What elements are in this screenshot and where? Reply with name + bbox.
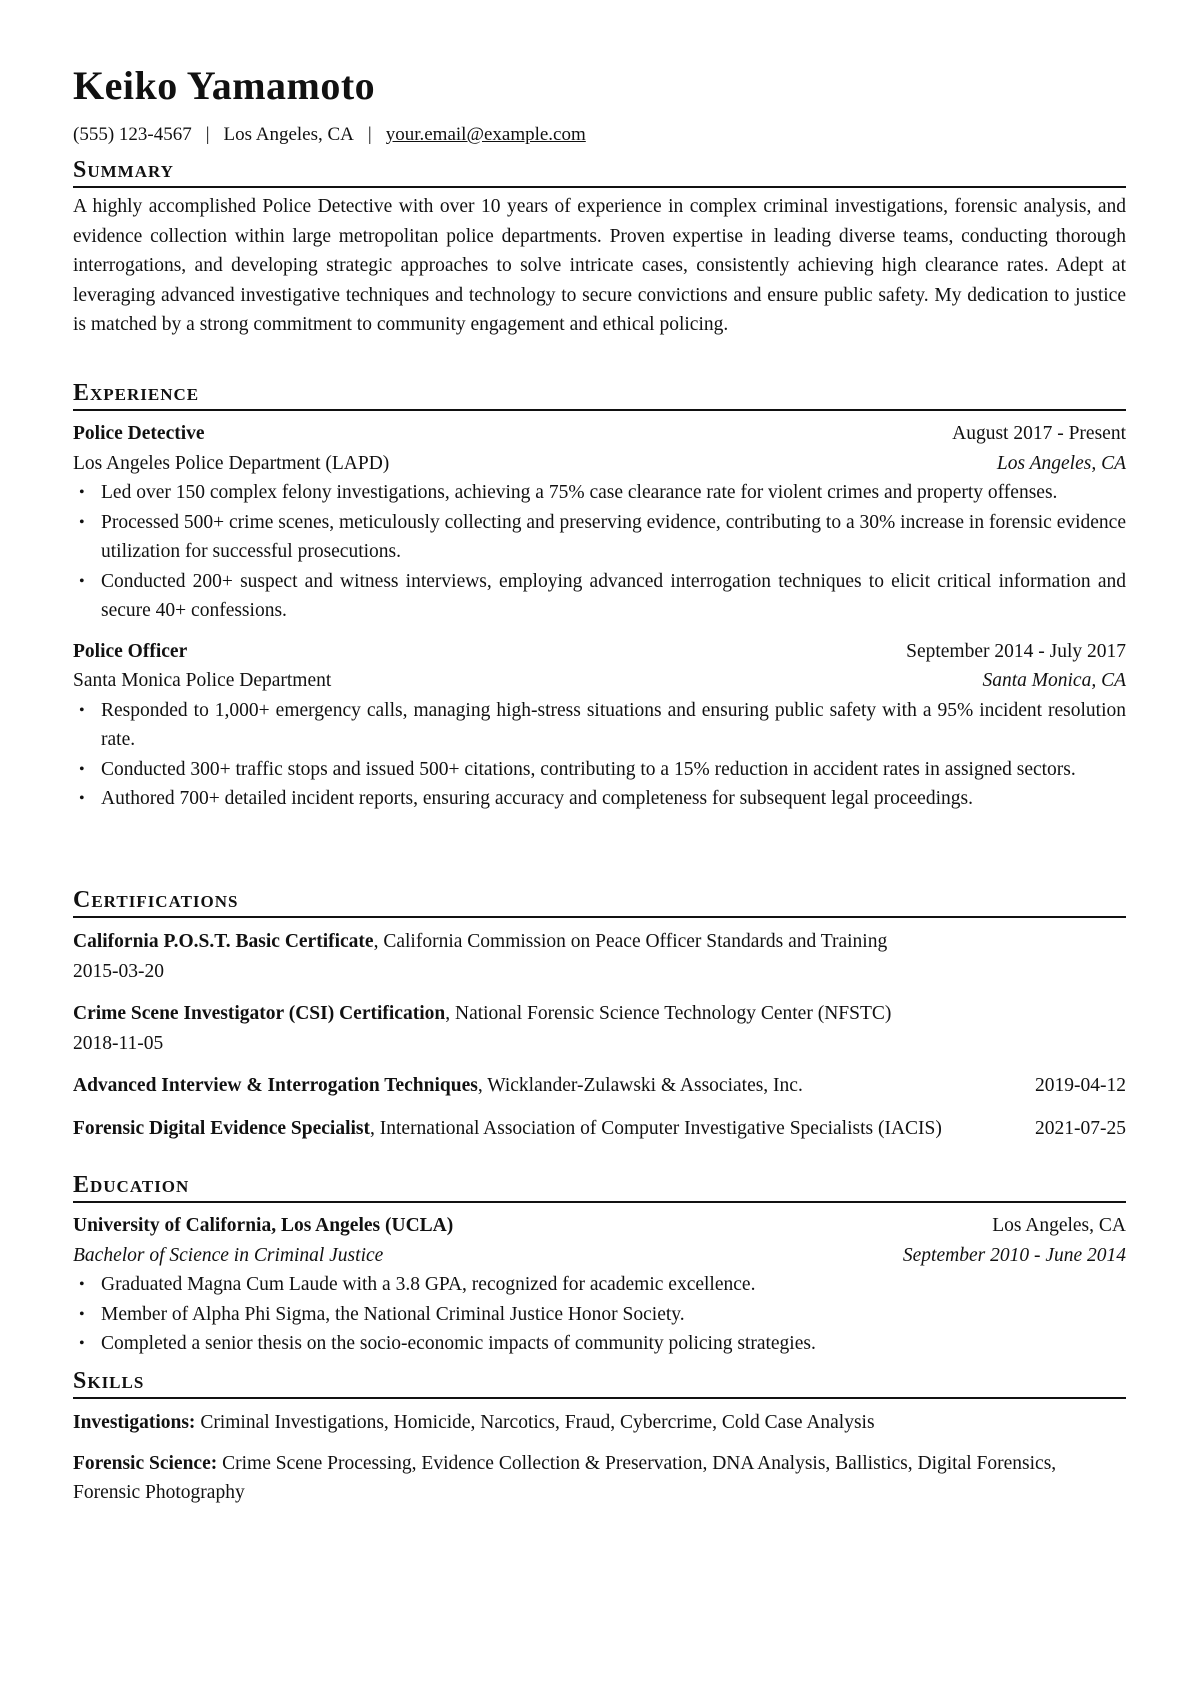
summary-section xyxy=(73,156,1126,340)
cert-issuer: , Wicklander-Zulawski & Associates, Inc. xyxy=(477,1075,803,1096)
education-dates: September 2010 - June 2014 xyxy=(902,1244,1126,1266)
cert-date: 2021-07-25 xyxy=(1035,1117,1126,1139)
job-location: Santa Monica, CA xyxy=(982,670,1126,691)
education-bullets xyxy=(73,1270,1126,1359)
location: Los Angeles, CA xyxy=(223,124,354,145)
job-entry xyxy=(73,419,1126,626)
bullet-item: • Conducted 200+ suspect and witness interviews, employing advanced interrogation techniques to elicit critical information and secure 40+ confessions. xyxy=(73,567,1126,626)
cert-issuer: , California Commission on Peace Officer Standards and Training xyxy=(373,931,888,952)
cert-name: Advanced Interview & Interrogation Techniques xyxy=(73,1075,478,1096)
summary-text: A highly accomplished Police Detective with over 10 years of experience in complex criminal investigations, forensic analysis, and evidence collection within large metropolitan police departments. Proven expertise in leading diverse teams, conducting thorough interrogations, and developing strategic approaches to solve intricate cases, consistently achieving high clearance rates. Adept at leveraging advanced investigative techniques and technology to secure convictions and ensure public safety. My dedication to justice is matched by a strong commitment to community engagement and ethical policing. xyxy=(73,196,1126,335)
section-title-summary: Summary xyxy=(73,156,1126,188)
cert-name: Crime Scene Investigator (CSI) Certification xyxy=(73,1003,446,1024)
bullet-item: • Conducted 300+ traffic stops and issued 500+ citations, contributing to a 15% reduction in accident rates in assigned sectors. xyxy=(73,755,1126,785)
experience-section xyxy=(73,379,1126,814)
school-location: Los Angeles, CA xyxy=(992,1215,1126,1236)
cert-entry xyxy=(73,1071,1126,1101)
job-entry xyxy=(73,637,1126,814)
cert-date: 2019-04-12 xyxy=(1035,1075,1126,1096)
bullet-item: • Completed a senior thesis on the socio-economic impacts of community policing strategies. xyxy=(73,1329,1126,1359)
cert-name: California P.O.S.T. Basic Certificate xyxy=(73,931,374,952)
skill-label: Forensic Science: xyxy=(73,1452,218,1474)
cert-date: 2015-03-20 xyxy=(73,960,164,982)
cert-date: 2018-11-05 xyxy=(73,1032,164,1054)
skill-group xyxy=(73,1408,1126,1438)
bullet-item: • Led over 150 complex felony investigations, achieving a 75% case clearance rate for violent crimes and property offenses. xyxy=(73,478,1126,508)
skill-values: Criminal Investigations, Homicide, Narcotics, Fraud, Cybercrime, Cold Case Analysis xyxy=(195,1412,875,1433)
job-employer: Santa Monica Police Department xyxy=(73,670,332,691)
job-bullets xyxy=(73,478,1126,626)
degree: Bachelor of Science in Criminal Justice xyxy=(73,1244,384,1266)
bullet-item: • Authored 700+ detailed incident reports, ensuring accuracy and completeness for subsequent legal proceedings. xyxy=(73,784,1126,814)
candidate-name: Keiko Yamamoto xyxy=(73,63,376,108)
cert-entry xyxy=(73,927,1126,986)
job-title: Police Detective xyxy=(73,423,205,444)
job-bullets xyxy=(73,696,1126,814)
skill-values: Crime Scene Processing, Evidence Collection & Preservation, DNA Analysis, Ballistics, Digital Forensics, Forensic Photography xyxy=(73,1452,1057,1503)
bullet-item: • Member of Alpha Phi Sigma, the National Criminal Justice Honor Society. xyxy=(73,1300,1126,1330)
section-title-experience: Experience xyxy=(73,379,1126,411)
skill-label: Investigations: xyxy=(73,1412,196,1433)
job-location: Los Angeles, CA xyxy=(996,452,1126,474)
education-section xyxy=(73,1171,1126,1359)
cert-issuer: , International Association of Computer Investigative Specialists (IACIS) xyxy=(370,1117,942,1139)
cert-name: Forensic Digital Evidence Specialist xyxy=(73,1117,370,1139)
job-employer: Los Angeles Police Department (LAPD) xyxy=(73,452,390,474)
skills-section xyxy=(73,1367,1126,1508)
phone: (555) 123-4567 xyxy=(73,124,192,145)
job-dates: September 2014 - July 2017 xyxy=(906,640,1126,662)
education-entry xyxy=(73,1211,1126,1359)
cert-issuer: , National Forensic Science Technology Center (NFSTC) xyxy=(445,1003,892,1024)
skill-group xyxy=(73,1449,1126,1508)
section-title-education: Education xyxy=(73,1171,1126,1203)
bullet-item: • Graduated Magna Cum Laude with a 3.8 GPA, recognized for academic excellence. xyxy=(73,1270,1126,1300)
bullet-item: • Processed 500+ crime scenes, meticulously collecting and preserving evidence, contributing to a 30% increase in forensic evidence utilization for successful prosecutions. xyxy=(73,508,1126,567)
section-title-certifications: Certifications xyxy=(73,886,1126,918)
school-name: University of California, Los Angeles (UCLA) xyxy=(73,1215,454,1236)
cert-entry xyxy=(73,1114,1126,1144)
job-dates: August 2017 - Present xyxy=(952,423,1126,444)
certifications-section xyxy=(73,886,1126,1143)
separator: | xyxy=(367,124,372,145)
job-title: Police Officer xyxy=(73,640,188,662)
section-title-skills: Skills xyxy=(73,1367,1126,1399)
contact-line xyxy=(73,122,586,148)
bullet-item: • Responded to 1,000+ emergency calls, managing high-stress situations and ensuring public safety with a 95% incident resolution rate. xyxy=(73,696,1126,755)
separator: | xyxy=(205,124,210,145)
email-link[interactable]: your.email@example.com xyxy=(385,124,586,145)
cert-entry xyxy=(73,999,1126,1058)
